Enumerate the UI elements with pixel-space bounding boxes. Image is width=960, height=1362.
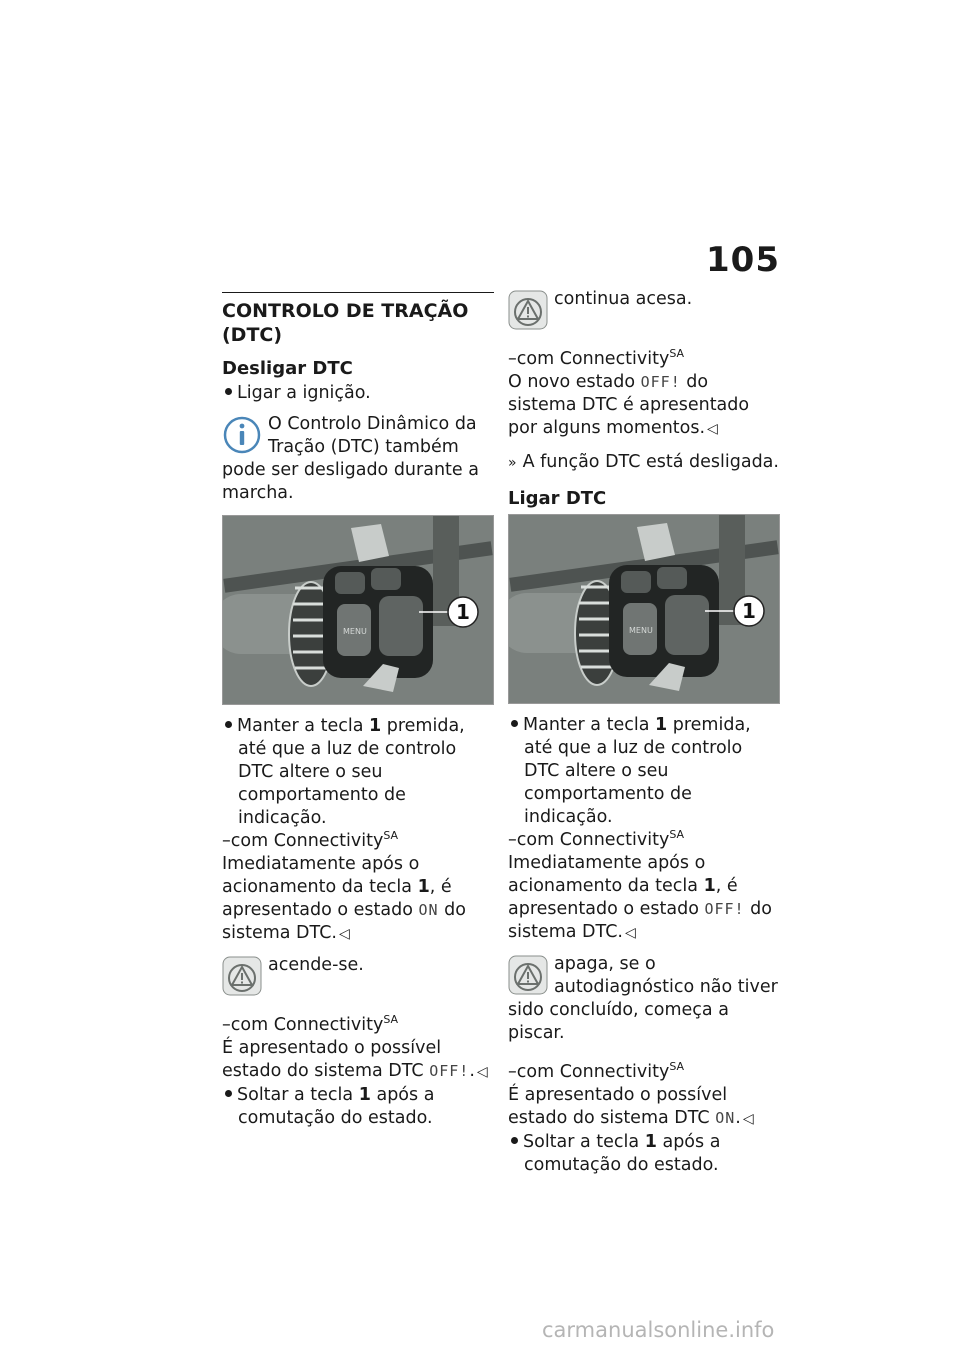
warning-note: continua acesa. [508, 288, 780, 332]
connectivity-label: –com Connectivity$^{SA}$ [508, 828, 685, 850]
step-release-key: Soltar a tecla 1 após a comutação do estado. [222, 1084, 494, 1130]
end-mark-icon: ◁ [338, 926, 350, 942]
connectivity-label: –com Connectivity$^{SA}$ [222, 1013, 399, 1035]
end-mark-icon: ◁ [476, 1064, 488, 1080]
handlebar-switch-figure [222, 515, 494, 705]
connectivity-label: –com Connectivity$^{SA}$ [508, 347, 685, 369]
end-mark-icon: ◁ [742, 1111, 754, 1127]
bullet-dot [225, 1090, 232, 1097]
handlebar-switch-illustration [509, 515, 779, 703]
warning-note: acende-se. [222, 954, 494, 998]
connectivity-text: O novo estado OFF! do sistema DTC é apresentado por alguns momentos. ◁ [508, 372, 750, 438]
result-line: » A função DTC está desligada. [508, 452, 779, 472]
handlebar-switch-illustration [223, 516, 493, 704]
subtitle-disable-dtc: Desligar DTC [222, 358, 353, 379]
section-title: CONTROLO DE TRAÇÃO (DTC) [222, 300, 469, 346]
end-mark-icon: ◁ [624, 925, 636, 941]
bullet-dot [511, 720, 518, 727]
left-column [222, 292, 494, 1130]
status-off-display: OFF! [429, 1062, 470, 1080]
figure-callout-1: 1 [456, 600, 470, 624]
page-number: 105 [706, 240, 780, 280]
info-icon [222, 415, 262, 455]
status-off-display: OFF! [704, 900, 745, 918]
connectivity-label: –com Connectivity$^{SA}$ [222, 829, 399, 851]
section-rule [222, 292, 494, 293]
step-hold-key: Manter a tecla 1 premida, até que a luz de controlo DTC altere o seu comportamento de indicação. [222, 715, 494, 830]
status-off-display: OFF! [640, 373, 681, 391]
result-chevron-icon: » [508, 455, 517, 471]
warning-lamp-icon [222, 956, 262, 996]
step-ignition: Ligar a ignição. [222, 382, 494, 405]
step-hold-key: Manter a tecla 1 premida, até que a luz de controlo DTC altere o seu comportamento de indicação. [508, 714, 780, 829]
step-release-key: Soltar a tecla 1 após a comutação do estado. [508, 1131, 780, 1177]
warning-lamp-icon [508, 955, 548, 995]
warning-note: apaga, se o autodiagnóstico não tiver sido concluído, começa a piscar. [508, 954, 778, 1043]
connectivity-text: Imediatamente após o acionamento da tecla 1, é apresentado o estado ON do sistema DTC. ◁ [222, 854, 466, 943]
figure-callout-1: 1 [742, 599, 756, 623]
right-column [508, 288, 780, 1177]
handlebar-switch-figure [508, 514, 780, 704]
status-on-display: ON [715, 1109, 736, 1127]
info-note: O Controlo Dinâmico da Tração (DTC) também pode ser desligado durante a marcha. [222, 414, 479, 503]
end-mark-icon: ◁ [707, 421, 718, 437]
subtitle-enable-dtc: Ligar DTC [508, 488, 607, 509]
svg-text:MENU: MENU [343, 627, 367, 636]
bullet-dot [225, 721, 232, 728]
bullet-dot [511, 1137, 518, 1144]
warning-lamp-icon [508, 290, 548, 330]
connectivity-text: É apresentado o possível estado do sistema DTC ON. ◁ [508, 1085, 754, 1128]
bullet-dot [225, 388, 232, 395]
svg-text:MENU: MENU [629, 626, 653, 635]
connectivity-label: –com Connectivity$^{SA}$ [508, 1060, 685, 1082]
connectivity-text: Imediatamente após o acionamento da tecla 1, é apresentado o estado OFF! do sistema DTC. ◁ [508, 853, 772, 942]
watermark[interactable]: carmanualsonline.info [542, 1318, 775, 1342]
connectivity-text: É apresentado o possível estado do sistema DTC OFF!. ◁ [222, 1038, 488, 1081]
status-on-display: ON [418, 901, 439, 919]
